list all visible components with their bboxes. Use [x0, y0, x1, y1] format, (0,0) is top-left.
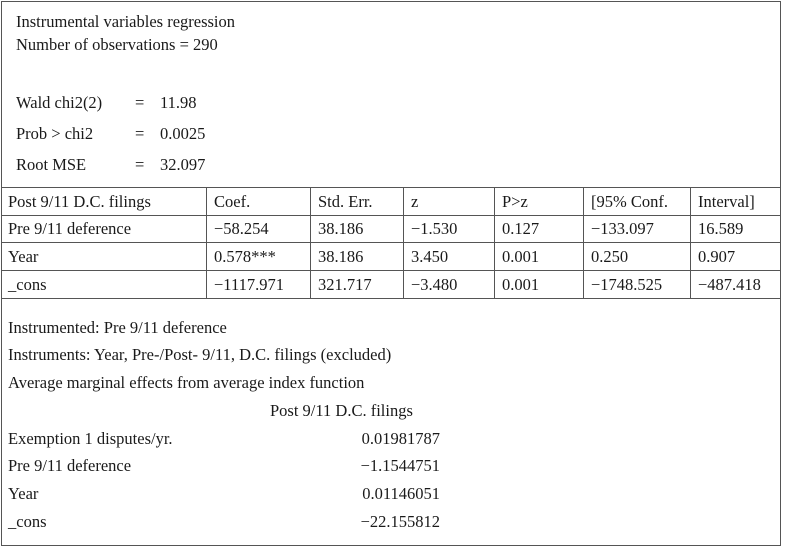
table-column-rule: [494, 187, 495, 298]
stat-label-prob: Prob > chi2: [16, 124, 94, 143]
table-cell-conf-low: 0.250: [591, 247, 629, 266]
table-header-conf-high: Interval]: [698, 192, 755, 211]
stat-equals-wald: =: [135, 93, 145, 112]
table-header-pvalue: P>z: [502, 192, 528, 211]
stat-value-prob: 0.0025: [160, 124, 206, 143]
table-cell-coef: 0.578***: [214, 247, 276, 266]
table-cell-coef: −58.254: [214, 219, 269, 238]
table-cell-stderr: 38.186: [318, 247, 364, 266]
marginal-row-value: −1.1544751: [360, 456, 440, 475]
table-header-depvar: Post 9/11 D.C. filings: [8, 192, 151, 211]
marginal-effects-header: Post 9/11 D.C. filings: [270, 401, 413, 420]
table-header-coef: Coef.: [214, 192, 251, 211]
table-row-rule: [1, 242, 781, 243]
marginal-row-value: 0.01981787: [361, 429, 440, 448]
marginal-row-value: −22.155812: [360, 512, 440, 531]
table-header-rule: [1, 215, 781, 216]
stat-label-rmse: Root MSE: [16, 155, 87, 174]
regression-title: Instrumental variables regression: [16, 12, 236, 31]
table-cell-pvalue: 0.001: [502, 275, 540, 294]
table-top-rule: [1, 187, 781, 188]
stat-value-wald: 11.98: [160, 93, 197, 112]
observations-count: Number of observations = 290: [16, 35, 218, 54]
table-column-rule: [403, 187, 404, 298]
marginal-effects-title: Average marginal effects from average index function: [8, 373, 365, 392]
marginal-row-label: Exemption 1 disputes/yr.: [8, 429, 173, 448]
table-column-rule: [206, 187, 207, 298]
table-cell-label: Year: [8, 247, 39, 266]
table-header-stderr: Std. Err.: [318, 192, 373, 211]
instruments-note: Instruments: Year, Pre-/Post- 9/11, D.C. filings (excluded): [8, 345, 392, 364]
table-cell-label: Pre 9/11 deference: [8, 219, 132, 238]
table-cell-z: 3.450: [411, 247, 449, 266]
stat-equals-prob: =: [135, 124, 145, 143]
table-cell-pvalue: 0.001: [502, 247, 540, 266]
table-cell-coef: −1117.971: [214, 275, 284, 294]
stat-label-wald: Wald chi2(2): [16, 93, 103, 112]
table-header-conf-low: [95% Conf.: [591, 192, 668, 211]
instrumented-note: Instrumented: Pre 9/11 deference: [8, 318, 227, 337]
table-column-rule: [310, 187, 311, 298]
stat-value-rmse: 32.097: [160, 155, 206, 174]
table-cell-stderr: 38.186: [318, 219, 364, 238]
marginal-row-label: Year: [8, 484, 39, 503]
table-cell-conf-high: 16.589: [698, 219, 744, 238]
table-cell-conf-low: −133.097: [591, 219, 654, 238]
marginal-row-value: 0.01146051: [362, 484, 440, 503]
table-row-rule: [1, 270, 781, 271]
table-cell-conf-high: 0.907: [698, 247, 736, 266]
table-cell-stderr: 321.717: [318, 275, 372, 294]
table-column-rule: [583, 187, 584, 298]
table-cell-z: −1.530: [411, 219, 458, 238]
table-cell-pvalue: 0.127: [502, 219, 540, 238]
table-cell-label: _cons: [8, 275, 47, 294]
table-column-rule: [690, 187, 691, 298]
table-header-z: z: [411, 192, 419, 211]
table-cell-conf-high: −487.418: [698, 275, 761, 294]
marginal-row-label: Pre 9/11 deference: [8, 456, 132, 475]
stat-equals-rmse: =: [135, 155, 145, 174]
table-bottom-rule: [1, 298, 781, 299]
table-cell-conf-low: −1748.525: [591, 275, 663, 294]
table-cell-z: −3.480: [411, 275, 458, 294]
marginal-row-label: _cons: [8, 512, 47, 531]
